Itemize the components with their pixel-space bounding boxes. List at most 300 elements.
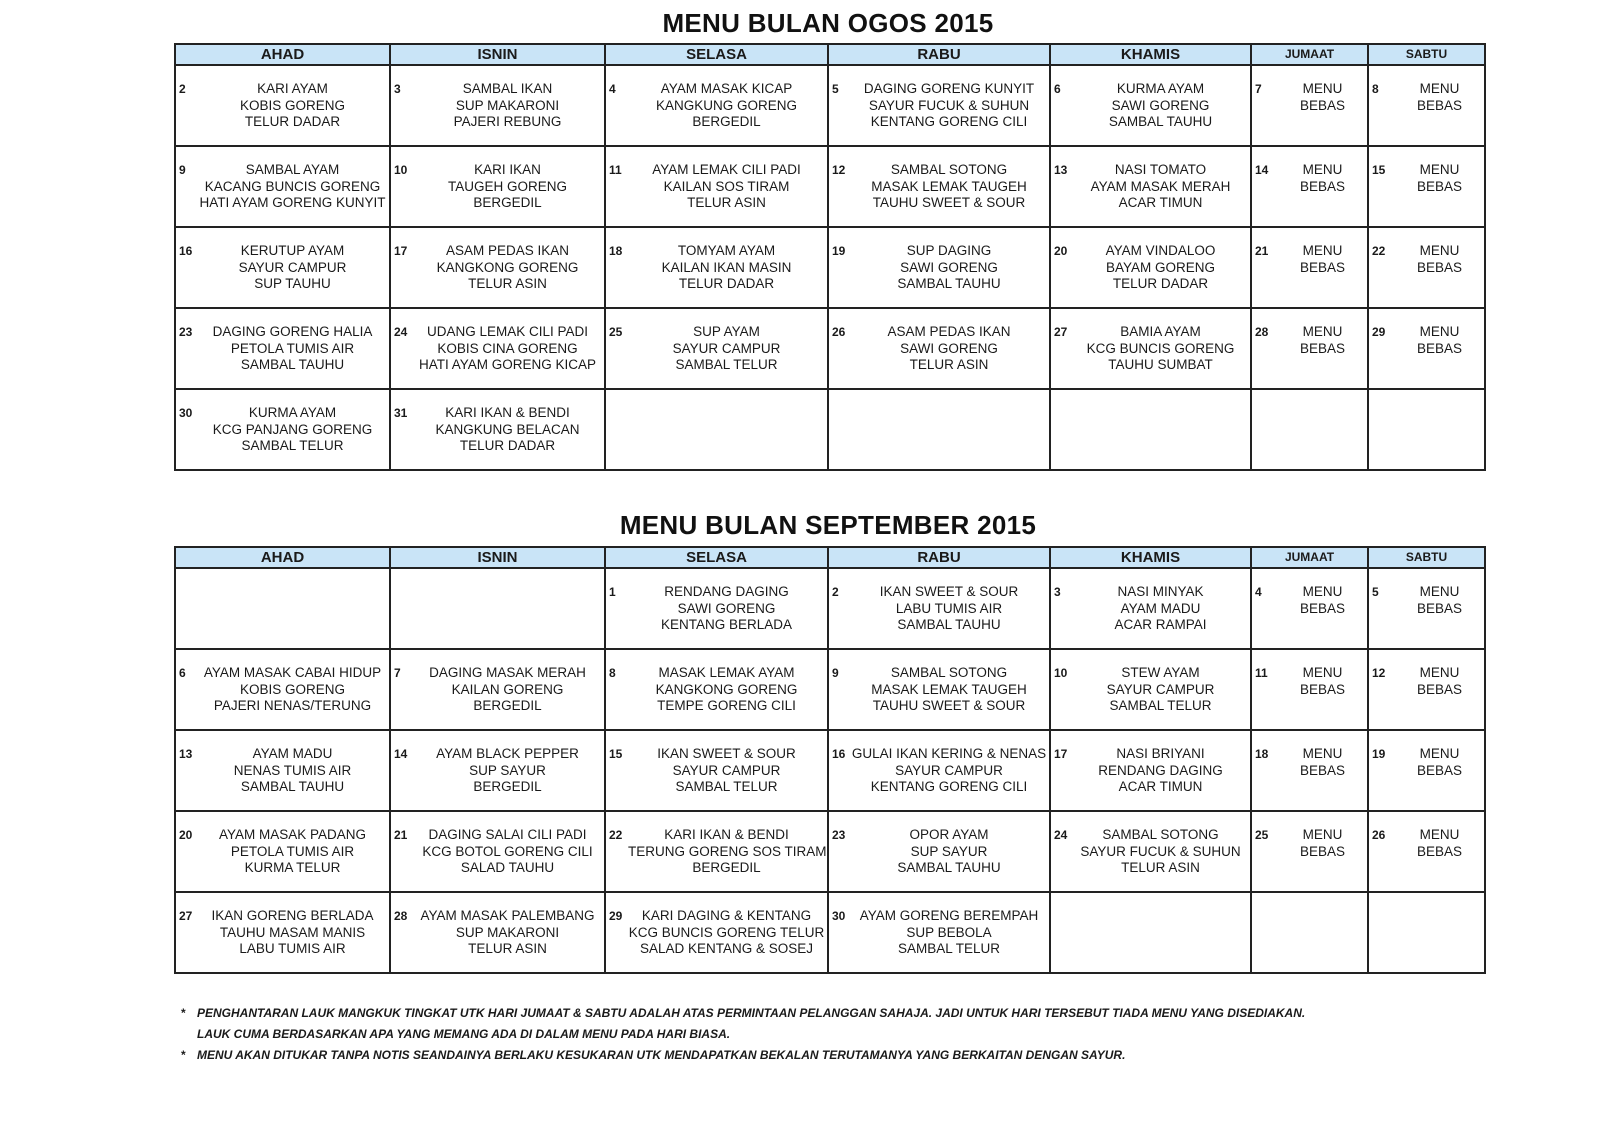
dish-item: SAYUR CAMPUR	[672, 340, 781, 356]
date-number: 8	[1372, 82, 1379, 96]
dish-item: GULAI IKAN KERING & NENAS	[851, 746, 1047, 761]
day-cell	[1368, 308, 1485, 389]
dish-item: BERGEDIL	[692, 860, 761, 875]
day-cell	[605, 892, 828, 973]
august-header-row	[175, 44, 1485, 65]
date-number: 15	[1372, 163, 1386, 177]
dish-item: SAYUR CAMPUR	[238, 259, 347, 275]
dish-item: KARI IKAN & BENDI	[445, 405, 570, 420]
footnotes	[181, 1003, 1341, 1066]
dish-list	[1073, 746, 1248, 796]
week-row	[175, 892, 1485, 973]
dish-item: KOBIS CINA GORENG	[437, 340, 578, 356]
day-cell	[1050, 811, 1251, 892]
date-number: 13	[1054, 163, 1068, 177]
date-number: 29	[1372, 325, 1386, 339]
day-cell	[390, 649, 605, 730]
day-cell	[605, 65, 828, 146]
dish-list	[851, 162, 1047, 212]
dish-list	[413, 827, 602, 877]
day-cell	[1368, 146, 1485, 227]
dish-item: AYAM LEMAK CILI PADI	[652, 162, 801, 177]
dish-item: TAUHU SUMBAT	[1108, 357, 1213, 372]
dish-item: BERGEDIL	[473, 195, 542, 210]
dish-list	[1280, 665, 1365, 698]
date-number: 31	[394, 406, 408, 420]
dish-item: BEBAS	[1299, 340, 1346, 356]
dish-list	[1280, 81, 1365, 114]
dish-list	[1073, 324, 1248, 374]
day-cell	[605, 649, 828, 730]
dish-list	[1397, 746, 1482, 779]
dish-list	[628, 81, 825, 131]
dish-list	[1397, 243, 1482, 276]
date-number: 5	[1372, 585, 1379, 599]
dish-item: SAMBAL TAUHU	[240, 357, 345, 372]
dish-item: BAYAM GORENG	[1105, 259, 1215, 275]
date-number: 2	[179, 82, 186, 96]
day-cell	[390, 811, 605, 892]
date-number: 12	[1372, 666, 1386, 680]
dish-item: SAYUR FUCUK & SUHUN	[1080, 843, 1241, 859]
week-row	[175, 146, 1485, 227]
dish-list	[1280, 584, 1365, 617]
dish-item: AYAM MASAK PADANG	[218, 827, 367, 842]
dish-item: SAWI GORENG	[1111, 97, 1210, 113]
dish-item: PAJERI NENAS/TERUNG	[213, 698, 372, 713]
dish-list	[1280, 746, 1365, 779]
day-cell	[605, 389, 828, 470]
day-header: KHAMIS	[1050, 547, 1251, 568]
dish-item: SAWI GORENG	[900, 340, 998, 356]
dish-item: NENAS TUMIS AIR	[233, 762, 352, 778]
dish-item: KURMA AYAM	[1116, 81, 1205, 96]
day-cell	[390, 146, 605, 227]
dish-item: KCG PANJANG GORENG	[212, 421, 373, 437]
dish-item: KARI AYAM	[257, 81, 328, 96]
dish-item: KCG BUNCIS GORENG	[1086, 340, 1235, 356]
dish-item: AYAM MASAK KICAP	[660, 81, 793, 96]
day-cell	[1368, 730, 1485, 811]
dish-list	[851, 324, 1047, 374]
day-cell	[175, 308, 390, 389]
day-cell	[175, 649, 390, 730]
dish-list	[413, 81, 602, 131]
dish-item: SUP TAUHU	[254, 276, 331, 291]
date-number: 1	[609, 585, 616, 599]
day-header: AHAD	[175, 547, 390, 568]
date-number: 11	[609, 163, 622, 177]
dish-item: DAGING GORENG HALIA	[212, 324, 373, 339]
week-row	[175, 308, 1485, 389]
dish-item: SUP BEBOLA	[906, 924, 992, 940]
asterisk: *	[181, 1048, 186, 1062]
date-number: 9	[179, 163, 186, 177]
day-cell	[605, 227, 828, 308]
dish-item: TELUR ASIN	[687, 195, 766, 210]
dish-item: SAMBAL TELUR	[897, 941, 1001, 956]
footnote	[181, 1003, 1341, 1045]
day-cell	[605, 308, 828, 389]
day-header: ISNIN	[390, 44, 605, 65]
dish-list	[1073, 827, 1248, 877]
dish-list	[198, 324, 387, 374]
date-number: 23	[832, 828, 846, 842]
dish-item: SUP DAGING	[906, 243, 992, 258]
date-number: 6	[1054, 82, 1061, 96]
date-number: 27	[1054, 325, 1068, 339]
dish-list	[1073, 81, 1248, 131]
dish-list	[198, 162, 387, 212]
dish-item: SAYUR CAMPUR	[672, 762, 781, 778]
date-number: 22	[609, 828, 623, 842]
dish-list	[628, 162, 825, 212]
dish-item: SAWI GORENG	[900, 259, 998, 275]
dish-list	[628, 827, 825, 877]
day-cell	[1251, 227, 1368, 308]
dish-list	[851, 665, 1047, 715]
dish-item: SAMBAL TELUR	[241, 438, 344, 453]
dish-item: KENTANG GORENG CILI	[870, 114, 1028, 129]
dish-item: TELUR DADAR	[678, 276, 775, 291]
dish-list	[413, 324, 602, 374]
dish-item: MENU	[1419, 81, 1460, 96]
day-cell	[175, 568, 390, 649]
dish-item: AYAM GORENG BEREMPAH	[859, 908, 1039, 923]
day-cell	[605, 730, 828, 811]
dish-list	[413, 665, 602, 715]
day-cell	[828, 730, 1050, 811]
dish-item: MENU	[1419, 243, 1460, 258]
date-number: 2	[832, 585, 839, 599]
dish-item: KOBIS GORENG	[239, 97, 346, 113]
day-cell	[175, 892, 390, 973]
dish-item: SAMBAL TAUHU	[897, 617, 1001, 632]
date-number: 30	[179, 406, 193, 420]
day-cell	[605, 811, 828, 892]
date-number: 18	[1255, 747, 1269, 761]
dish-item: BEBAS	[1416, 681, 1463, 697]
day-cell	[1050, 227, 1251, 308]
dish-item: BEBAS	[1299, 259, 1346, 275]
dish-item: MENU	[1302, 827, 1343, 842]
date-number: 25	[1255, 828, 1269, 842]
date-number: 16	[832, 747, 846, 761]
dish-item: BEBAS	[1416, 843, 1463, 859]
week-row	[175, 730, 1485, 811]
day-cell	[828, 65, 1050, 146]
day-cell	[828, 308, 1050, 389]
day-cell	[1251, 146, 1368, 227]
date-number: 28	[1255, 325, 1269, 339]
date-number: 7	[394, 666, 401, 680]
date-number: 29	[609, 909, 623, 923]
dish-item: TELUR ASIN	[468, 941, 547, 956]
dish-item: MENU	[1419, 162, 1460, 177]
dish-item: SAMBAL TELUR	[675, 779, 778, 794]
dish-item: AYAM MASAK MERAH	[1090, 178, 1231, 194]
dish-item: KANGKONG GORENG	[436, 259, 579, 275]
dish-list	[1073, 665, 1248, 715]
day-cell	[605, 146, 828, 227]
dish-item: SAMBAL SOTONG	[890, 162, 1008, 177]
footnote	[181, 1045, 1341, 1066]
dish-list	[1280, 162, 1365, 195]
date-number: 14	[1255, 163, 1269, 177]
day-cell	[1251, 389, 1368, 470]
dish-list	[628, 584, 825, 634]
day-cell	[828, 892, 1050, 973]
dish-item: MENU	[1419, 746, 1460, 761]
day-cell	[828, 649, 1050, 730]
day-cell	[390, 568, 605, 649]
dish-item: KCG BUNCIS GORENG TELUR	[628, 924, 825, 940]
day-header: SELASA	[605, 44, 828, 65]
dish-item: SUP SAYUR	[910, 843, 988, 859]
august-title: MENU BULAN OGOS 2015	[662, 8, 994, 38]
dish-list	[1280, 243, 1365, 276]
dish-list	[198, 908, 387, 958]
day-header: JUMAAT	[1251, 44, 1368, 65]
september-menu-table	[174, 546, 1486, 974]
footnote-text: PENGHANTARAN LAUK MANGKUK TINGKAT UTK HARI JUMAAT & SABTU ADALAH ATAS PERMINTAAN PELANGGAN SAHAJA. JADI UNTUK HARI TERSEBUT TIADA MENU YANG DISEDIAKAN. LAUK CUMA BERDASARKAN APA YANG MEMANG ADA DI DALAM MENU PADA HARI BIASA.	[197, 1006, 1306, 1041]
day-cell	[175, 811, 390, 892]
dish-list	[413, 162, 602, 212]
dish-item: KANGKUNG GORENG	[655, 97, 798, 113]
dish-item: PAJERI REBUNG	[453, 114, 562, 129]
day-cell	[828, 389, 1050, 470]
dish-list	[1397, 324, 1482, 357]
day-cell	[828, 146, 1050, 227]
dish-item: STEW AYAM	[1121, 665, 1200, 680]
dish-item: MENU	[1302, 584, 1343, 599]
date-number: 25	[609, 325, 623, 339]
date-number: 24	[394, 325, 408, 339]
day-cell	[1050, 892, 1251, 973]
dish-item: KARI IKAN & BENDI	[664, 827, 789, 842]
dish-list	[851, 81, 1047, 131]
dish-item: TELUR ASIN	[468, 276, 547, 291]
dish-item: MENU	[1419, 665, 1460, 680]
dish-item: KARI IKAN	[474, 162, 541, 177]
dish-item: KANGKONG GORENG	[655, 681, 798, 697]
dish-item: TELUR DADAR	[459, 438, 556, 453]
dish-item: PETOLA TUMIS AIR	[230, 843, 355, 859]
day-cell	[1251, 649, 1368, 730]
date-number: 30	[832, 909, 846, 923]
dish-item: SALAD TAUHU	[460, 860, 555, 875]
dish-list	[198, 827, 387, 877]
date-number: 20	[1054, 244, 1068, 258]
date-number: 16	[179, 244, 193, 258]
dish-list	[198, 665, 387, 715]
dish-item: BEBAS	[1416, 762, 1463, 778]
dish-item: MENU	[1302, 243, 1343, 258]
dish-item: SAMBAL TAUHU	[897, 276, 1001, 291]
dish-list	[628, 243, 825, 293]
dish-item: BEBAS	[1416, 259, 1463, 275]
week-row	[175, 649, 1485, 730]
dish-item: SAMBAL TELUR	[1109, 698, 1212, 713]
day-header: AHAD	[175, 44, 390, 65]
dish-item: SUP SAYUR	[469, 762, 546, 778]
dish-item: TEMPE GORENG CILI	[657, 698, 796, 713]
dish-item: TELUR DADAR	[1112, 276, 1209, 291]
day-cell	[1050, 146, 1251, 227]
day-cell	[1050, 568, 1251, 649]
week-row	[175, 389, 1485, 470]
dish-item: SAMBAL TAUHU	[897, 860, 1001, 875]
dish-list	[851, 827, 1047, 877]
dish-item: PETOLA TUMIS AIR	[230, 340, 355, 356]
dish-item: SAMBAL AYAM	[245, 162, 340, 177]
dish-item: ACAR RAMPAI	[1114, 617, 1207, 632]
date-number: 19	[832, 244, 846, 258]
day-cell	[1050, 308, 1251, 389]
dish-item: BEBAS	[1416, 340, 1463, 356]
dish-item: TAUHU MASAM MANIS	[219, 924, 366, 940]
day-cell	[605, 568, 828, 649]
dish-item: MASAK LEMAK TAUGEH	[871, 681, 1027, 697]
date-number: 26	[832, 325, 846, 339]
dish-list	[851, 584, 1047, 634]
dish-item: BEBAS	[1299, 681, 1346, 697]
date-number: 22	[1372, 244, 1386, 258]
dish-item: TELUR ASIN	[1121, 860, 1200, 875]
dish-item: BERGEDIL	[473, 779, 542, 794]
day-cell	[1251, 892, 1368, 973]
day-cell	[175, 65, 390, 146]
date-number: 26	[1372, 828, 1386, 842]
day-cell	[828, 568, 1050, 649]
day-cell	[1251, 65, 1368, 146]
dish-item: SAMBAL IKAN	[462, 81, 553, 96]
date-number: 6	[179, 666, 186, 680]
august-menu-table	[174, 43, 1486, 471]
dish-list	[198, 746, 387, 796]
dish-item: IKAN SWEET & SOUR	[657, 746, 796, 761]
day-cell	[1050, 730, 1251, 811]
dish-item: BAMIA AYAM	[1120, 324, 1201, 339]
dish-item: DAGING GORENG KUNYIT	[863, 81, 1035, 96]
date-number: 23	[179, 325, 193, 339]
day-cell	[390, 730, 605, 811]
dish-item: NASI MINYAK	[1117, 584, 1204, 599]
dish-item: SALAD KENTANG & SOSEJ	[639, 941, 814, 956]
day-header: ISNIN	[390, 547, 605, 568]
dish-item: LABU TUMIS AIR	[239, 941, 346, 956]
day-header: SABTU	[1368, 44, 1485, 65]
week-row	[175, 568, 1485, 649]
dish-item: SAMBAL TAUHU	[240, 779, 345, 794]
dish-item: BERGEDIL	[692, 114, 761, 129]
day-cell	[1368, 389, 1485, 470]
dish-item: TERUNG GORENG SOS TIRAM	[628, 843, 827, 859]
dish-item: KCG BOTOL GORENG CILI	[422, 843, 593, 859]
dish-item: MASAK LEMAK AYAM	[658, 665, 795, 680]
day-header: SELASA	[605, 547, 828, 568]
dish-item: BEBAS	[1299, 97, 1346, 113]
dish-item: IKAN SWEET & SOUR	[879, 584, 1019, 599]
dish-item: HATI AYAM GORENG KICAP	[418, 357, 597, 372]
dish-item: IKAN GORENG BERLADA	[211, 908, 374, 923]
dish-item: KOBIS GORENG	[239, 681, 346, 697]
asterisk: *	[181, 1006, 186, 1020]
dish-list	[628, 665, 825, 715]
date-number: 4	[609, 82, 616, 96]
dish-item: MENU	[1302, 665, 1343, 680]
date-number: 8	[609, 666, 616, 680]
dish-item: ASAM PEDAS IKAN	[445, 243, 570, 258]
date-number: 3	[394, 82, 401, 96]
dish-item: SAYUR CAMPUR	[895, 762, 1003, 778]
date-number: 17	[1054, 747, 1068, 761]
september-title: MENU BULAN SEPTEMBER 2015	[619, 510, 1037, 540]
footnote-text: MENU AKAN DITUKAR TANPA NOTIS SEANDAINYA BERLAKU KESUKARAN UTK MENDAPATKAN BEKALAN TERUTAMANYA YANG BERKAITAN DENGAN SAYUR.	[197, 1048, 1126, 1062]
dish-item: MASAK LEMAK TAUGEH	[871, 178, 1027, 194]
dish-item: OPOR AYAM	[909, 827, 989, 842]
day-cell	[175, 389, 390, 470]
dish-list	[413, 746, 602, 796]
dish-item: KENTANG BERLADA	[660, 617, 793, 632]
day-cell	[175, 730, 390, 811]
day-cell	[1050, 65, 1251, 146]
dish-item: KURMA TELUR	[244, 860, 341, 875]
day-cell	[1368, 65, 1485, 146]
dish-list	[198, 405, 387, 455]
september-header-row	[175, 547, 1485, 568]
day-cell	[1251, 568, 1368, 649]
date-number: 21	[394, 828, 408, 842]
date-number: 13	[179, 747, 193, 761]
dish-list	[1073, 162, 1248, 212]
dish-item: AYAM MASAK CABAI HIDUP	[203, 665, 382, 680]
dish-item: HATI AYAM GORENG KUNYIT	[199, 195, 386, 210]
dish-list	[1280, 827, 1365, 860]
dish-item: TAUHU SWEET & SOUR	[872, 698, 1026, 713]
dish-item: MENU	[1419, 584, 1460, 599]
date-number: 28	[394, 909, 408, 923]
dish-item: KAILAN SOS TIRAM	[663, 178, 790, 194]
day-cell	[390, 65, 605, 146]
dish-item: NASI BRIYANI	[1116, 746, 1205, 761]
date-number: 19	[1372, 747, 1386, 761]
day-cell	[828, 227, 1050, 308]
dish-item: AYAM MASAK PALEMBANG	[420, 908, 595, 923]
date-number: 15	[609, 747, 623, 761]
dish-item: SAMBAL SOTONG	[1102, 827, 1219, 842]
week-row	[175, 65, 1485, 146]
dish-item: BEBAS	[1299, 600, 1346, 616]
dish-item: DAGING MASAK MERAH	[429, 665, 586, 680]
day-header: RABU	[828, 44, 1050, 65]
dish-list	[1397, 162, 1482, 195]
dish-list	[413, 243, 602, 293]
dish-item: SAMBAL TAUHU	[1108, 114, 1213, 129]
date-number: 10	[1054, 666, 1068, 680]
dish-item: KENTANG GORENG CILI	[870, 779, 1028, 794]
week-row	[175, 227, 1485, 308]
dish-item: SAYUR FUCUK & SUHUN	[868, 97, 1030, 113]
dish-item: MENU	[1302, 324, 1343, 339]
dish-item: UDANG LEMAK CILI PADI	[426, 324, 589, 339]
day-cell	[1251, 308, 1368, 389]
day-cell	[390, 227, 605, 308]
date-number: 21	[1255, 244, 1269, 258]
dish-item: NASI TOMATO	[1114, 162, 1207, 177]
date-number: 24	[1054, 828, 1068, 842]
dish-item: KAILAN GORENG	[451, 681, 564, 697]
